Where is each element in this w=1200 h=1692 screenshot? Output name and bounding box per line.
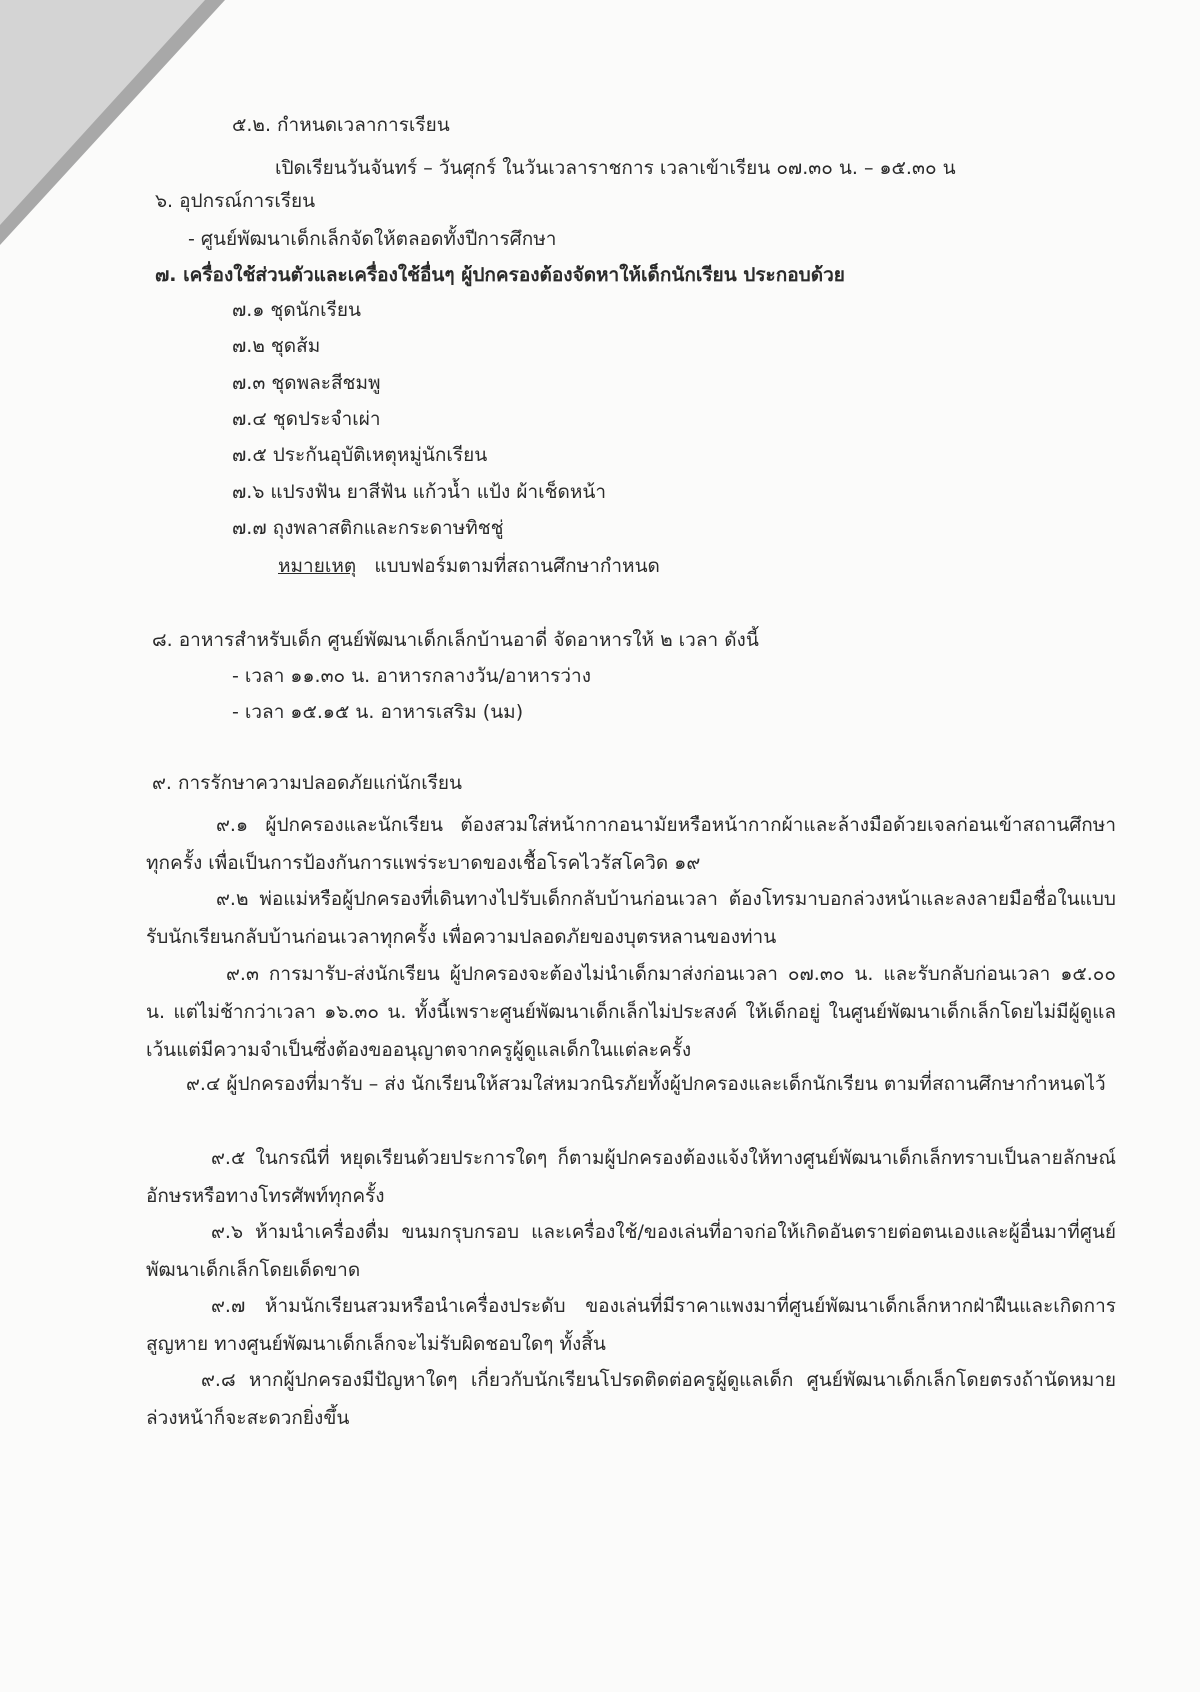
section-6-title: ๖. อุปกรณ์การเรียน: [155, 190, 316, 212]
section-7-item: ๗.๓ ชุดพละสีชมพู: [232, 372, 381, 394]
note-text: แบบฟอร์มตามที่สถานศึกษากำหนด: [374, 555, 660, 577]
section-7-item: ๗.๖ แปรงฟัน ยาสีฟัน แก้วน้ำ แป้ง ผ้าเช็ดหน้า: [232, 481, 607, 503]
section-7-item: ๗.๕ ประกันอุบัติเหตุหมู่นักเรียน: [232, 444, 488, 466]
section-9-paragraph: ๙.๓ การมารับ-ส่งนักเรียน ผู้ปกครองจะต้องไม่นำเด็กมาส่งก่อนเวลา ๐๗.๓๐ น. และรับกลับก่อนเวลา ๑๕.๐๐ น. แต่ไม่ช้ากว่าเวลา ๑๖.๓๐ น. ทั้งนี้เพราะศูนย์พัฒนาเด็กเล็กไม่ประสงค์ ให้เด็กอยู่ ในศูนย์พัฒนาเด็กเล็กโดยไม่มีผู้ดูแลเว้นแต่มีความจำเป็นซึ่งต้องขออนุญาตจากครูผู้ดูแลเด็กในแต่ละครั้ง: [146, 963, 1116, 1061]
section-5-2-text: เปิดเรียนวันจันทร์ – วันศุกร์ ในวันเวลาราชการ เวลาเข้าเรียน ๐๗.๓๐ น. – ๑๕.๓๐ น: [275, 157, 956, 179]
section-6-item: - ศูนย์พัฒนาเด็กเล็กจัดให้ตลอดทั้งปีการศึกษา: [188, 228, 557, 250]
section-9-paragraph: ๙.๗ ห้ามนักเรียนสวมหรือนำเครื่องประดับ ของเล่นที่มีราคาแพงมาที่ศูนย์พัฒนาเด็กเล็กหากฝ่าฝืนและเกิดการสูญหาย ทางศูนย์พัฒนาเด็กเล็กจะไม่รับผิดชอบใดๆ ทั้งสิ้น: [146, 1295, 1116, 1355]
section-8-title: ๘. อาหารสำหรับเด็ก ศูนย์พัฒนาเด็กเล็กบ้านอาดี่ จัดอาหารให้ ๒ เวลา ดังนี้: [152, 629, 759, 651]
section-8-item: - เวลา ๑๕.๑๕ น. อาหารเสริม (นม): [232, 701, 524, 723]
section-9-paragraph: ๙.๔ ผู้ปกครองที่มารับ – ส่ง นักเรียนให้สวมใส่หมวกนิรภัยทั้งผู้ปกครองและเด็กนักเรียน ตามที่สถานศึกษากำหนดไว้: [186, 1073, 1106, 1095]
section-9-title: ๙. การรักษาความปลอดภัยแก่นักเรียน: [152, 772, 463, 794]
section-7-item: ๗.๒ ชุดส้ม: [232, 335, 321, 357]
section-8-item: - เวลา ๑๑.๓๐ น. อาหารกลางวัน/อาหารว่าง: [232, 665, 591, 687]
section-9-paragraph: ๙.๖ ห้ามนำเครื่องดื่ม ขนมกรุบกรอบ และเครื่องใช้/ของเล่นที่อาจก่อให้เกิดอันตรายต่อตนเองและผู้อื่นมาที่ศูนย์พัฒนาเด็กเล็กโดยเด็ดขาด: [146, 1221, 1116, 1281]
note-label: หมายเหตุ: [278, 555, 357, 577]
section-9-paragraph: ๙.๒ พ่อแม่หรือผู้ปกครองที่เดินทางไปรับเด็กกลับบ้านก่อนเวลา ต้องโทรมาบอกล่วงหน้าและลงลายมือชื่อในแบบรับนักเรียนกลับบ้านก่อนเวลาทุกครั้ง เพื่อความปลอดภัยของบุตรหลานของท่าน: [146, 888, 1116, 948]
section-7-title: ๗. เครื่องใช้ส่วนตัวและเครื่องใช้อื่นๆ ผู้ปกครองต้องจัดหาให้เด็กนักเรียน ประกอบด้วย: [155, 264, 845, 286]
section-5-2-title: ๕.๒. กำหนดเวลาการเรียน: [232, 114, 450, 136]
section-7-note: [278, 553, 660, 579]
section-9-paragraph: ๙.๑ ผู้ปกครองและนักเรียน ต้องสวมใส่หน้ากากอนามัยหรือหน้ากากผ้าและล้างมือด้วยเจลก่อนเข้าสถานศึกษาทุกครั้ง เพื่อเป็นการป้องกันการแพร่ระบาดของเชื้อโรคไวรัสโควิด ๑๙: [146, 814, 1116, 874]
section-9-paragraph: ๙.๕ ในกรณีที่ หยุดเรียนด้วยประการใดๆ ก็ตามผู้ปกครองต้องแจ้งให้ทางศูนย์พัฒนาเด็กเล็กทราบเป็นลายลักษณ์อักษรหรือทางโทรศัพท์ทุกครั้ง: [146, 1147, 1116, 1207]
section-7-item: ๗.๑ ชุดนักเรียน: [232, 299, 361, 321]
section-7-item: ๗.๗ ถุงพลาสติกและกระดาษทิชชู่: [232, 517, 504, 539]
section-9-paragraph: ๙.๘ หากผู้ปกครองมีปัญหาใดๆ เกี่ยวกับนักเรียนโปรดติดต่อครูผู้ดูแลเด็ก ศูนย์พัฒนาเด็กเล็กโดยตรงถ้านัดหมายล่วงหน้าก็จะสะดวกยิ่งขึ้น: [146, 1369, 1116, 1429]
section-7-item: ๗.๔ ชุดประจำเผ่า: [232, 408, 381, 430]
